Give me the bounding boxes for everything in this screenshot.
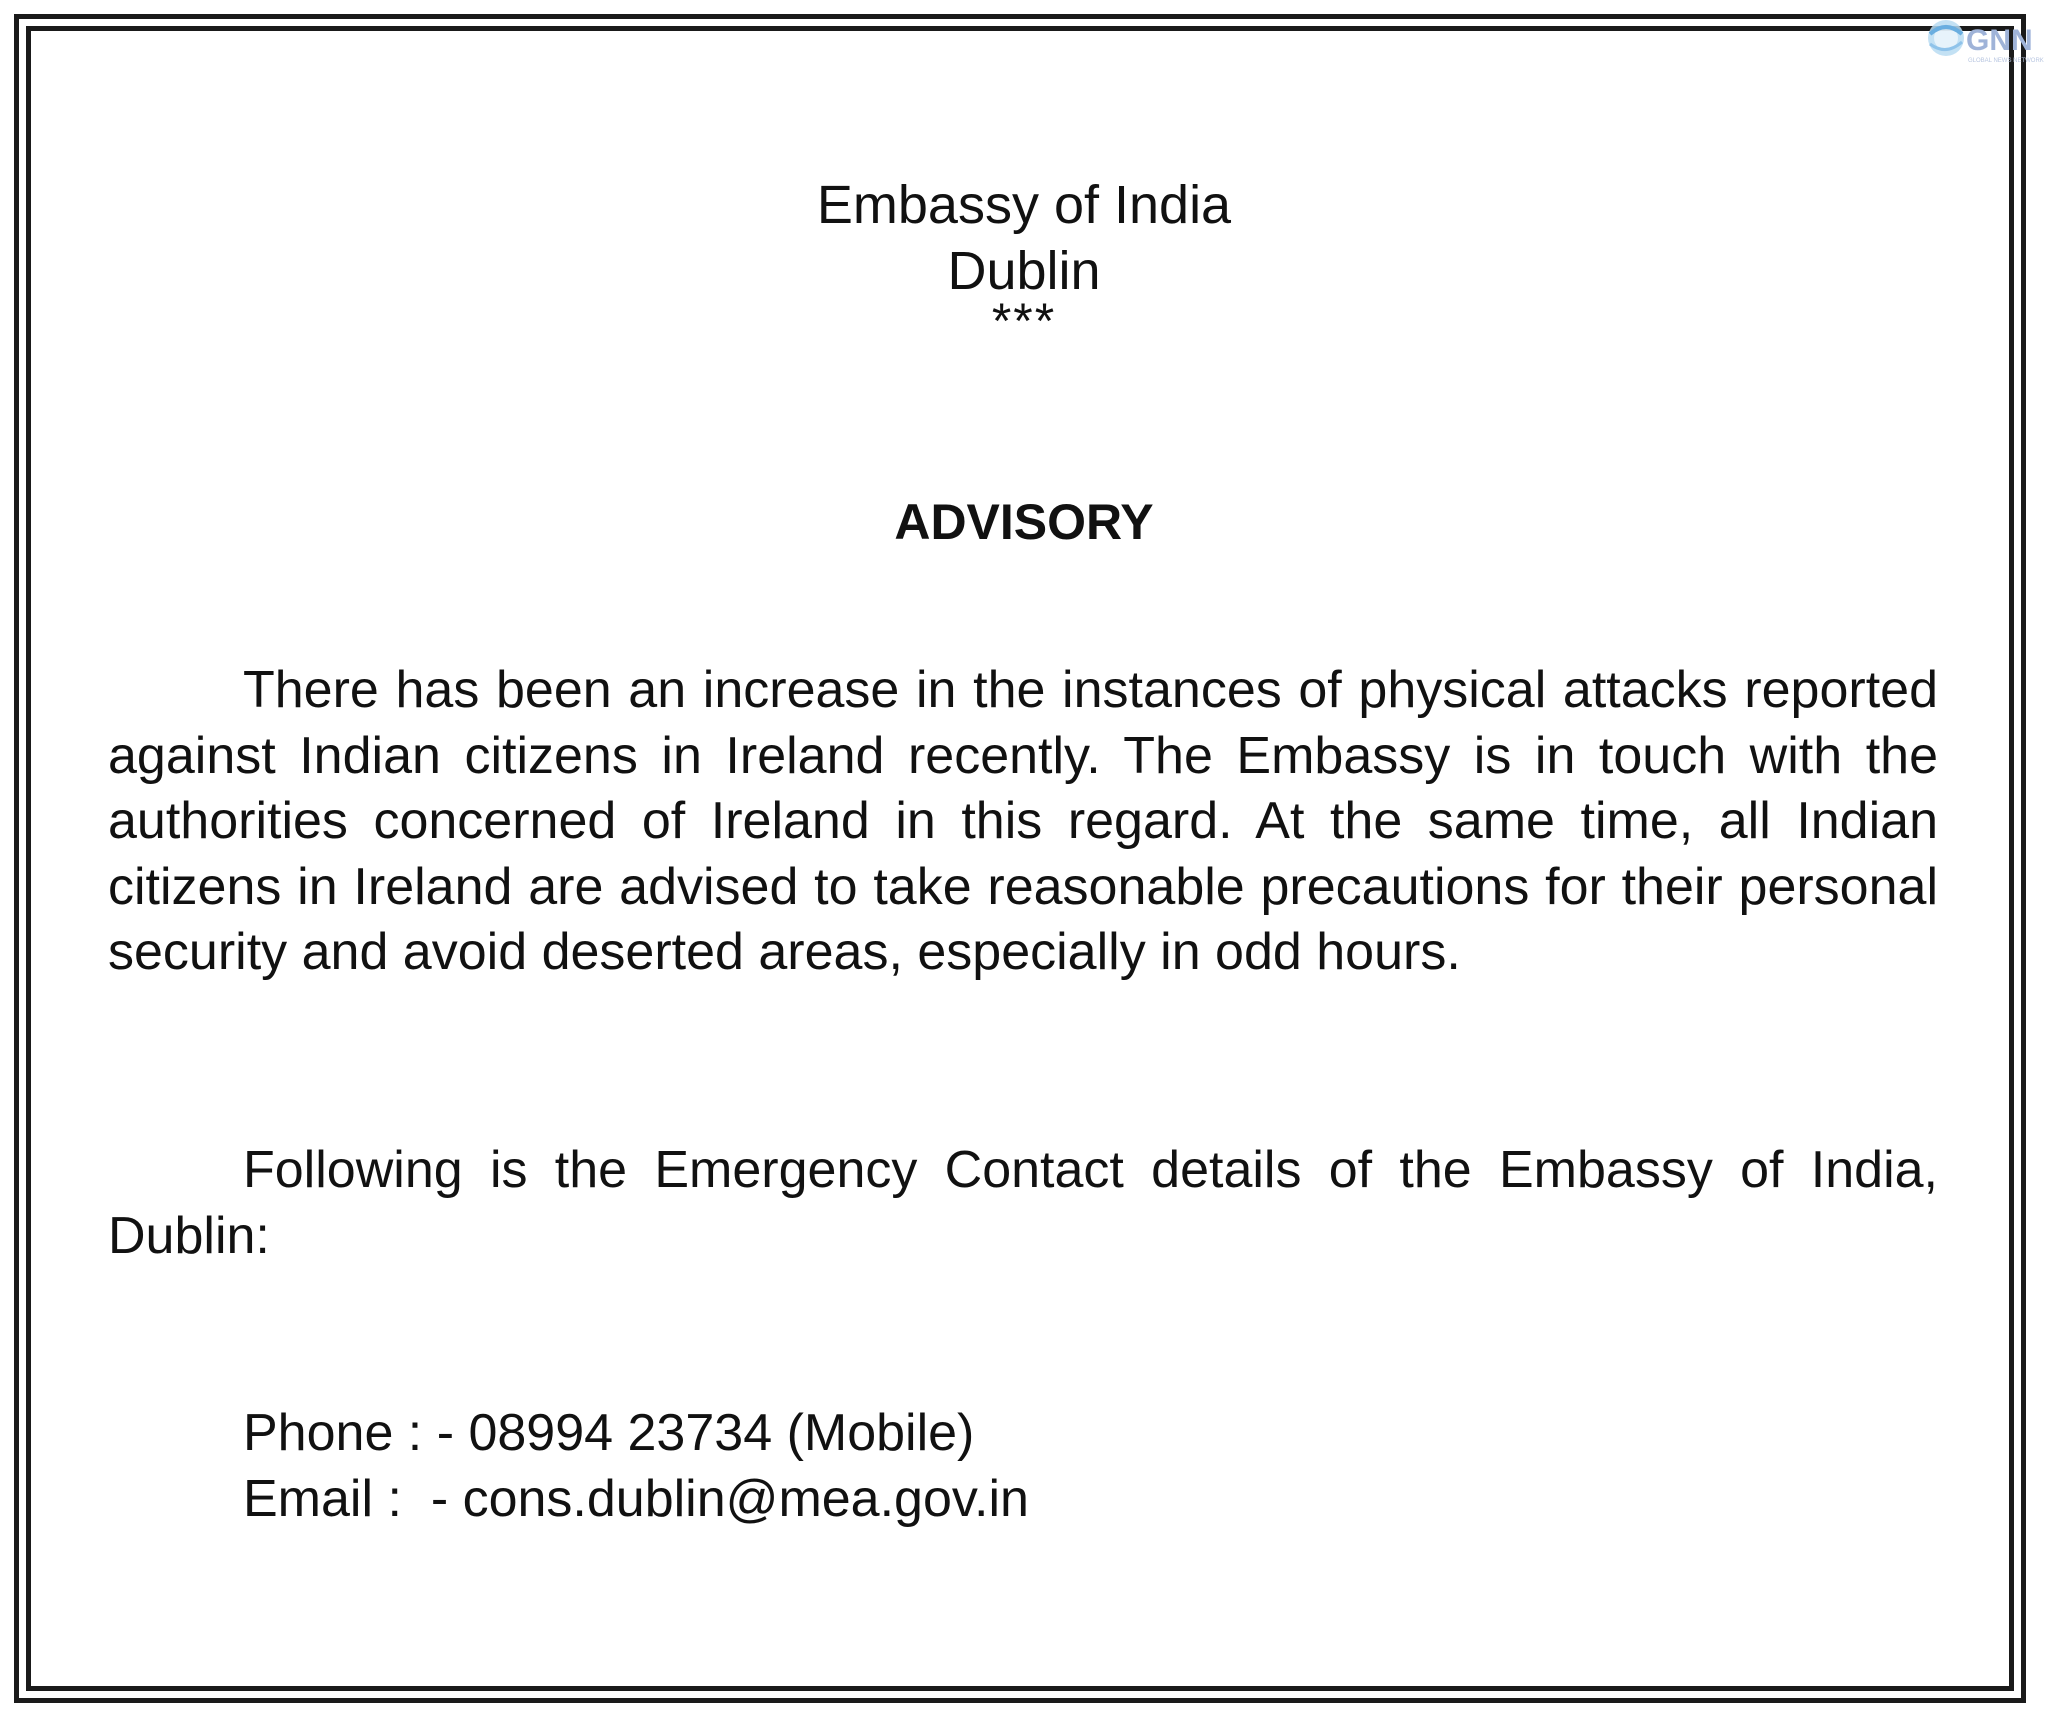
gnn-logo-subtext: GLOBAL NEWS NETWORK <box>1968 58 2044 64</box>
contact-email: Email : - cons.dublin@mea.gov.in <box>243 1470 1029 1528</box>
advisory-paragraph: There has been an increase in the instances of physical attacks reported against Indian citizens in Ireland recently. The Embassy is in touch with the authorities concerned of Ireland in this regard. At the same time, all Indian citizens in Ireland are advised to take reasonable precautions for their personal security and avoid deserted areas, especially in odd hours. <box>108 661 1938 981</box>
contact-phone: Phone : - 08994 23734 (Mobile) <box>243 1404 975 1462</box>
embassy-city: Dublin <box>947 241 1101 301</box>
embassy-name: Embassy of India <box>816 175 1232 235</box>
gnn-watermark-logo <box>1922 12 2044 68</box>
emergency-contact-intro: Following is the Emergency Contact details of the Embassy of India, Dublin: <box>108 1141 1938 1265</box>
heading-separator: *** <box>991 293 1057 349</box>
gnn-logo-icon <box>1922 12 2044 68</box>
advisory-title: ADVISORY <box>894 494 1154 550</box>
gnn-logo-text: GNN <box>1966 24 2033 57</box>
